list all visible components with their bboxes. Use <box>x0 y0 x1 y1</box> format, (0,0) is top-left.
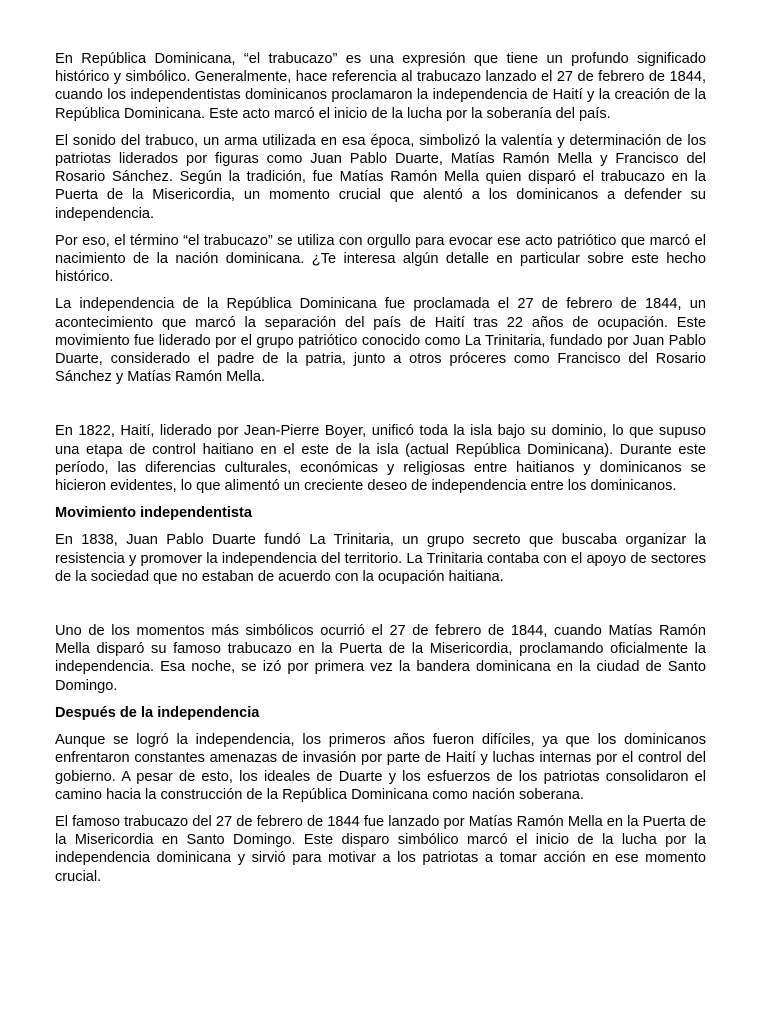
section-heading-movement: Movimiento independentista <box>55 505 253 522</box>
paragraph-trabuco-sound: El sonido del trabuco, un arma utilizada en esa época, simbolizó la valentía y determinación de los patriotas liderados por figuras como Juan Pablo Duarte, Matías Ramón Mella y Francisco del Rosario Sánchez. Según la tradición, fue Matías Ramón Mella quien disparó el trabucazo en la Puerta de la Misericordia, un momento crucial que alentó a los dominicanos a defender su independencia. <box>55 132 706 222</box>
paragraph-symbolic-moment: Uno de los momentos más simbólicos ocurrió el 27 de febrero de 1844, cuando Matías Ramón Mella disparó su famoso trabucazo en la Puerta de la Misericordia, proclamando oficialmente la independencia. Esa noche, se izó por primera vez la bandera dominicana en la ciudad de Santo Domingo. <box>55 623 706 694</box>
paragraph-spacer <box>55 595 706 622</box>
paragraph-term-usage: Por eso, el término “el trabucazo” se utiliza con orgullo para evocar ese acto patriótico que marcó el nacimiento de la nación dominicana. ¿Te interesa algún detalle en particular sobre este hecho histórico. <box>55 232 706 286</box>
paragraph-trabucazo-meaning: En República Dominicana, “el trabucazo” es una expresión que tiene un profundo significado histórico y simbólico. Generalmente, hace referencia al trabucazo lanzado el 27 de febrero de 1844, cuando los independentistas dominicanos proclamaron la independencia de Haití y la creación de la República Dominicana. Este acto marcó el inicio de la lucha por la soberanía del país. <box>55 51 706 122</box>
paragraph-independence-proclaimed: La independencia de la República Dominicana fue proclamada el 27 de febrero de 1844, un acontecimiento que marcó la separación del país de Haití tras 22 años de ocupación. Este movimiento fue liderado por el grupo patriótico conocido como La Trinitaria, fundado por Juan Pablo Duarte, considerado el padre de la patria, junto a otros próceres como Francisco del Rosario Sánchez y Matías Ramón Mella. <box>55 296 706 386</box>
paragraph-famous-trabucazo: El famoso trabucazo del 27 de febrero de 1844 fue lanzado por Matías Ramón Mella en la Puerta de la Misericordia en Santo Domingo. Este disparo simbólico marcó el inicio de la lucha por la independencia dominicana y sirvió para motivar a los patriotas a tomar acción en ese momento crucial. <box>55 813 706 885</box>
paragraph-spacer <box>55 395 706 422</box>
section-heading-after-independence: Después de la independencia <box>55 704 260 721</box>
paragraph-early-years: Aunque se logró la independencia, los primeros años fueron difíciles, ya que los dominicanos enfrentaron constantes amenazas de invasión por parte de Haití y luchas internas por el control del gobierno. A pesar de esto, los ideales de Duarte y los esfuerzos de los patriotas consolidaron el camino hacia la construcción de la República Dominicana como nación soberana. <box>55 732 706 803</box>
paragraph-haitian-rule: En 1822, Haití, liderado por Jean-Pierre Boyer, unificó toda la isla bajo su dominio, lo que supuso una etapa de control haitiano en el este de la isla (actual República Dominicana). Durante este período, las diferencias culturales, económicas y religiosas entre haitianos y dominicanos se hicieron evidentes, lo que alimentó un creciente deseo de independencia entre los dominicanos. <box>55 423 706 495</box>
paragraph-la-trinitaria: En 1838, Juan Pablo Duarte fundó La Trinitaria, un grupo secreto que buscaba organizar la resistencia y promover la independencia del territorio. La Trinitaria contaba con el apoyo de sectores de la sociedad que no estaban de acuerdo con la ocupación haitiana. <box>55 532 706 585</box>
document-page <box>55 50 706 895</box>
